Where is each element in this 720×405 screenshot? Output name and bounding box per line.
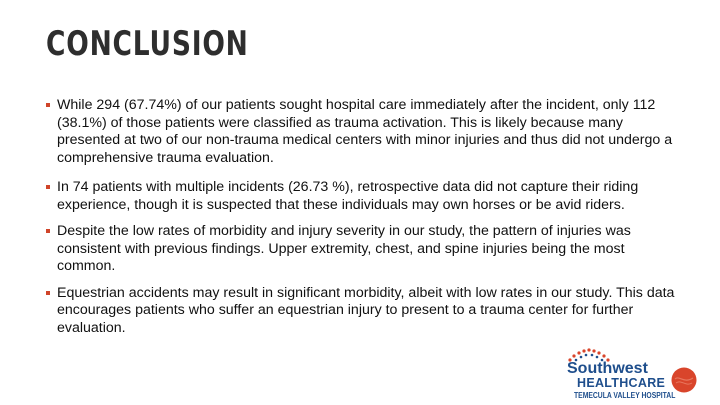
logo-name: Southwest — [567, 360, 648, 377]
bullet-text: Equestrian accidents may result in significant morbidity, albeit with low rates in our study. This data encourages patients who suffer an equestrian injury to present to a trauma center for further evaluation. — [57, 284, 675, 336]
bullet-text: Despite the low rates of morbidity and injury severity in our study, the pattern of injuries was consistent with previous findings. Upper extremity, chest, and spine injuries being the most common. — [57, 223, 631, 274]
square-bullet-icon — [46, 103, 50, 107]
logo-emblem-icon — [670, 366, 698, 394]
logo-subtitle: HEALTHCARE — [577, 376, 666, 390]
bullet-item — [46, 97, 686, 167]
southwest-healthcare-logo — [554, 346, 704, 402]
bullet-list — [46, 97, 686, 337]
square-bullet-icon — [46, 229, 50, 233]
bullet-item — [46, 179, 686, 214]
square-bullet-icon — [46, 291, 50, 295]
logo-hospital: TEMECULA VALLEY HOSPITAL — [574, 391, 676, 400]
bullet-item — [46, 285, 686, 338]
bullet-text: In 74 patients with multiple incidents (26.73 %), retrospective data did not capture their riding experience, though it is suspected that these individuals may own horses or be avid riders. — [57, 179, 639, 213]
square-bullet-icon — [46, 185, 50, 189]
bullet-item — [46, 223, 686, 276]
slide-title: CONCLUSION — [46, 24, 249, 64]
bullet-text: While 294 (67.74%) of our patients sought hospital care immediately after the incident, only 112 (38.1%) of those patients were classified as trauma activation. This is likely because many presented at two of our non-trauma medical centers with minor injuries and thus did not undergo a comprehensive trauma evaluation. — [57, 97, 673, 166]
